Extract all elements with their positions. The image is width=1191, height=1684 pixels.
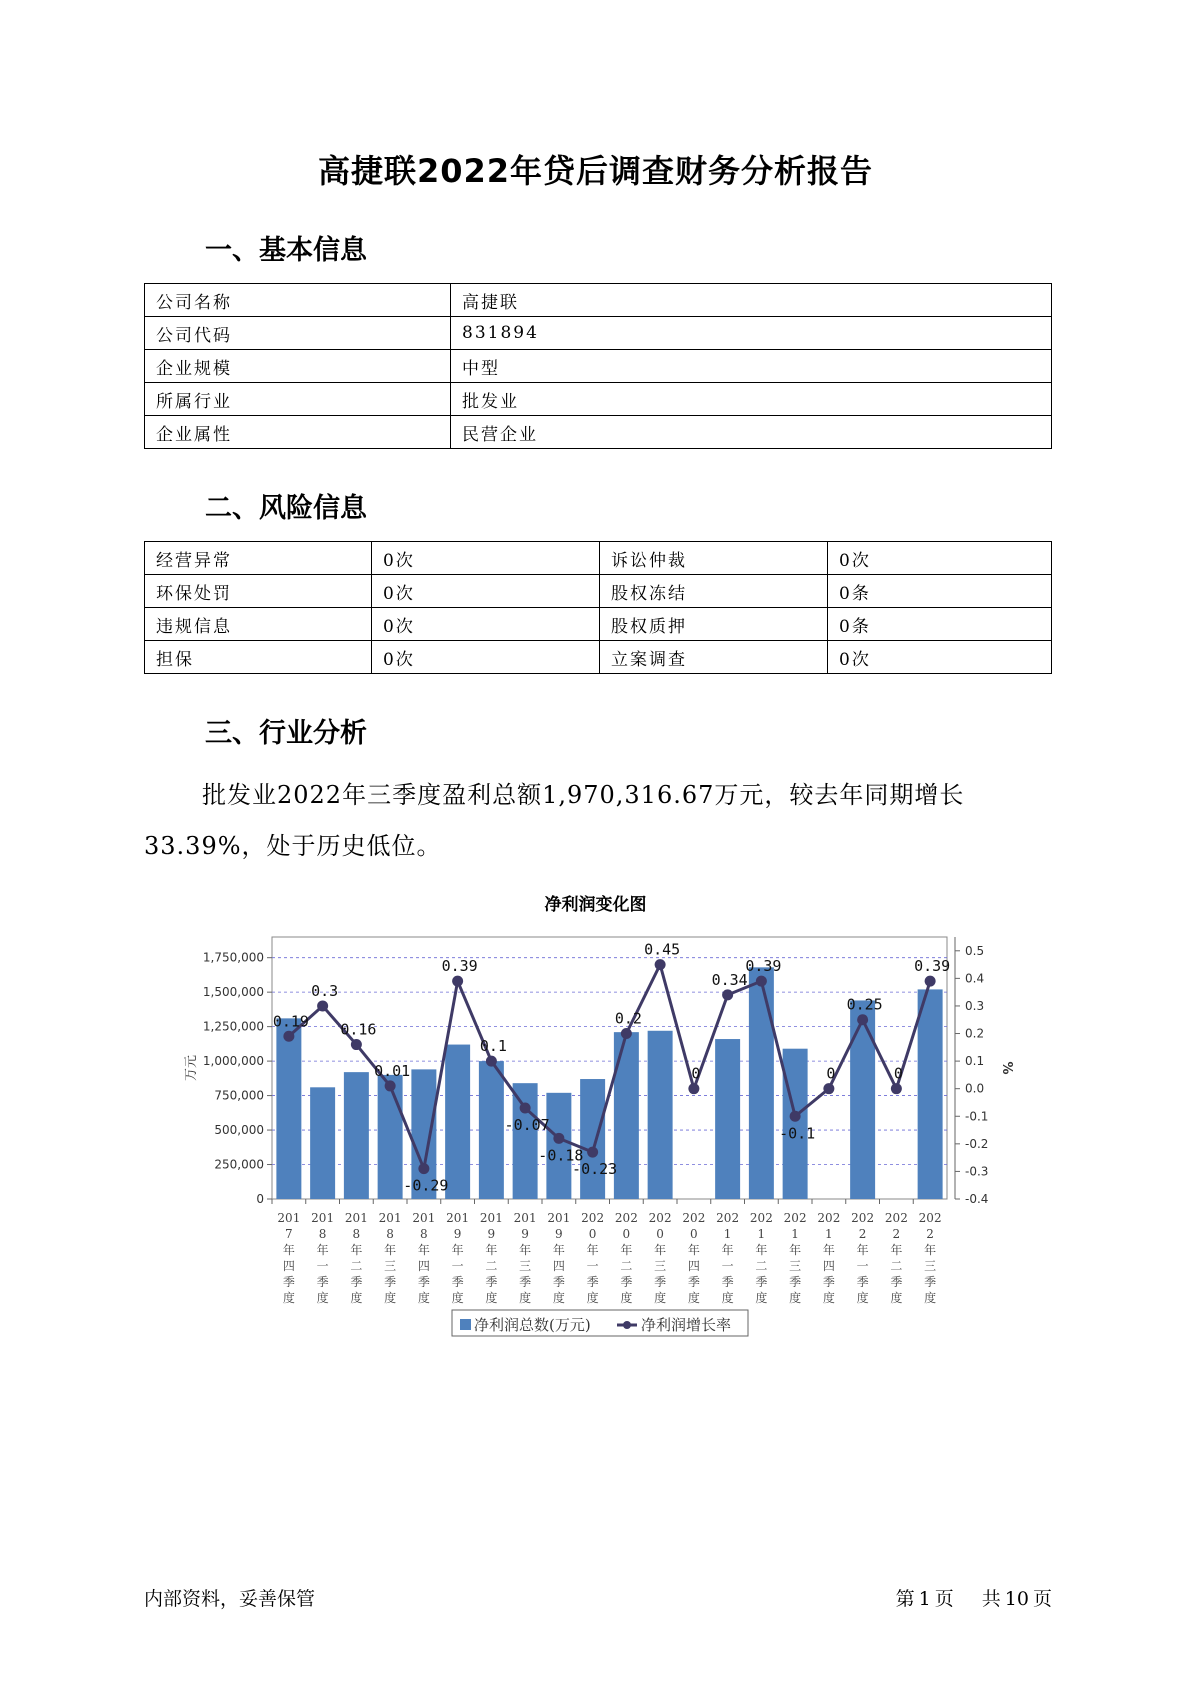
data-label: 0.16 [340, 1020, 377, 1039]
y2-tick-label: 0.4 [965, 971, 985, 986]
legend-bar-label: 净利润总数(万元) [474, 1316, 591, 1334]
bar [479, 1061, 504, 1199]
x-tick-label: 201 9 年三季度 [513, 1211, 537, 1305]
data-label: -0.07 [504, 1115, 550, 1134]
risk-info-label: 经营异常 [145, 542, 372, 575]
footer-page-number: 第 1 页 共 10 页 [895, 1588, 1052, 1610]
data-label: 0 [691, 1064, 701, 1083]
bar [715, 1039, 740, 1199]
basic-info-value: 批发业 [451, 383, 1052, 416]
x-tick-label: 202 0 年一季度 [581, 1211, 605, 1305]
growth-rate-point [385, 1080, 396, 1091]
basic-info-label: 所属行业 [145, 383, 451, 416]
growth-rate-point [925, 976, 936, 987]
y2-tick-label: 0.1 [965, 1054, 985, 1069]
data-label: 0.2 [614, 1009, 642, 1028]
risk-info-value: 0次 [828, 641, 1052, 674]
y-tick-label: 1,000,000 [202, 1054, 264, 1069]
growth-rate-point [553, 1133, 564, 1144]
bar [749, 967, 774, 1199]
basic-info-label: 公司代码 [145, 317, 451, 350]
x-tick-label: 202 2 年一季度 [851, 1211, 875, 1305]
risk-info-label: 股权质押 [600, 608, 828, 641]
growth-rate-point [351, 1039, 362, 1050]
data-label: 0 [893, 1064, 903, 1083]
data-label: -0.29 [403, 1176, 449, 1195]
bar [310, 1087, 335, 1199]
bar [513, 1083, 538, 1199]
x-tick-label: 202 1 年二季度 [749, 1211, 773, 1305]
growth-rate-point [418, 1163, 429, 1174]
legend-line-label: 净利润增长率 [641, 1316, 732, 1334]
risk-info-value: 0次 [372, 542, 600, 575]
data-label: -0.23 [572, 1160, 618, 1179]
y2-tick-label: 0.0 [965, 1081, 985, 1096]
data-label: 0.01 [374, 1061, 411, 1080]
basic-info-label: 公司名称 [145, 284, 451, 317]
data-label: -0.18 [538, 1146, 584, 1165]
data-label: 0.39 [914, 957, 951, 976]
bar [344, 1072, 369, 1199]
data-label: 0.19 [272, 1012, 309, 1031]
x-tick-label: 201 8 年二季度 [344, 1211, 368, 1305]
industry-text-line1: 批发业2022年三季度盈利总额1,970,316.67万元，较去年同期增长 [202, 781, 965, 809]
growth-rate-point [722, 989, 733, 1000]
risk-info-value: 0次 [372, 608, 600, 641]
risk-info-value: 0次 [372, 575, 600, 608]
data-label: 0.3 [311, 981, 339, 1000]
x-tick-label: 201 8 年三季度 [378, 1211, 402, 1305]
growth-rate-point [655, 959, 666, 970]
growth-rate-point [756, 976, 767, 987]
basic-info-label: 企业属性 [145, 416, 451, 449]
basic-info-value: 中型 [451, 350, 1052, 383]
growth-rate-point [486, 1056, 497, 1067]
section-industry-heading: 三、行业分析 [205, 718, 367, 749]
risk-info-label: 股权冻结 [600, 575, 828, 608]
x-tick-label: 202 0 年二季度 [614, 1211, 638, 1305]
bar [918, 989, 943, 1199]
section-basic-info-heading: 一、基本信息 [205, 235, 367, 266]
y2-tick-label: 0.5 [965, 943, 985, 958]
risk-info-label: 违规信息 [145, 608, 372, 641]
legend-line-marker [623, 1321, 631, 1329]
report-title: 高捷联2022年贷后调查财务分析报告 [317, 152, 874, 190]
y2-tick-label: 0.3 [965, 998, 985, 1013]
basic-info-value: 民营企业 [451, 416, 1052, 449]
x-tick-label: 202 1 年三季度 [783, 1211, 807, 1305]
data-label: 0.45 [644, 940, 681, 959]
bar [850, 1000, 875, 1199]
industry-text-line2: 33.39%，处于历史低位。 [144, 832, 442, 860]
y2-tick-label: -0.4 [965, 1192, 989, 1206]
risk-info-value: 0条 [828, 575, 1052, 608]
bar [276, 1018, 301, 1199]
bar [445, 1045, 470, 1199]
chart-title: 净利润变化图 [544, 895, 647, 915]
legend-bar-swatch [460, 1319, 471, 1330]
footer-confidential-note: 内部资料，妥善保管 [144, 1588, 316, 1610]
y-tick-label: 1,750,000 [202, 950, 264, 965]
y2-axis-title: % [999, 1061, 1014, 1075]
growth-rate-point [587, 1147, 598, 1158]
x-tick-label: 201 9 年二季度 [479, 1211, 503, 1305]
y-axis-title: 万元 [184, 1054, 199, 1082]
growth-rate-point [452, 976, 463, 987]
x-tick-label: 202 1 年四季度 [817, 1211, 841, 1305]
bar [614, 1032, 639, 1199]
x-tick-label: 202 0 年四季度 [682, 1211, 706, 1305]
growth-rate-point [823, 1083, 834, 1094]
y-tick-label: 1,500,000 [202, 985, 264, 1000]
current-page: 1 [918, 1588, 931, 1610]
risk-info-value: 0次 [828, 542, 1052, 575]
growth-rate-point [317, 1000, 328, 1011]
y2-tick-label: -0.3 [965, 1164, 989, 1179]
growth-rate-point [621, 1028, 632, 1039]
basic-info-value: 831894 [451, 317, 1052, 350]
bar [580, 1079, 605, 1199]
risk-info-label: 立案调查 [600, 641, 828, 674]
x-tick-label: 202 1 年一季度 [716, 1211, 740, 1305]
section-risk-info-heading: 二、风险信息 [205, 493, 367, 524]
y-tick-label: 750,000 [214, 1088, 264, 1103]
risk-info-value: 0次 [372, 641, 600, 674]
growth-rate-point [857, 1014, 868, 1025]
x-tick-label: 202 2 年二季度 [884, 1211, 908, 1305]
risk-info-value: 0条 [828, 608, 1052, 641]
y2-tick-label: 0.2 [965, 1026, 985, 1041]
basic-info-value: 高捷联 [451, 284, 1052, 317]
growth-rate-point [283, 1031, 294, 1042]
data-label: 0.1 [479, 1037, 507, 1056]
x-tick-label: 201 8 年一季度 [311, 1211, 335, 1305]
growth-rate-point [891, 1083, 902, 1094]
data-label: 0.34 [711, 970, 748, 989]
y-tick-label: 500,000 [214, 1123, 264, 1138]
y-tick-label: 250,000 [214, 1157, 264, 1172]
data-label: 0.39 [441, 957, 478, 976]
total-pages: 10 [1004, 1588, 1029, 1610]
x-tick-label: 201 7 年四季度 [277, 1211, 301, 1305]
bar [648, 1031, 673, 1199]
x-tick-label: 201 9 年一季度 [446, 1211, 470, 1305]
data-label: 0.39 [745, 957, 782, 976]
risk-info-label: 环保处罚 [145, 575, 372, 608]
y-tick-label: 0 [256, 1192, 264, 1206]
growth-rate-point [520, 1102, 531, 1113]
x-tick-label: 201 9 年四季度 [547, 1211, 571, 1305]
x-tick-label: 202 0 年三季度 [648, 1211, 672, 1305]
growth-rate-point [790, 1111, 801, 1122]
data-label: -0.1 [779, 1124, 816, 1143]
y-tick-label: 1,250,000 [202, 1019, 264, 1034]
growth-rate-point [688, 1083, 699, 1094]
y2-tick-label: -0.2 [965, 1136, 989, 1151]
bar [378, 1075, 403, 1199]
risk-info-label: 诉讼仲裁 [600, 542, 828, 575]
data-label: 0.25 [846, 995, 883, 1014]
x-tick-label: 202 2 年三季度 [918, 1211, 942, 1305]
y2-tick-label: -0.1 [965, 1109, 989, 1124]
risk-info-label: 担保 [145, 641, 372, 674]
data-label: 0 [826, 1064, 836, 1083]
basic-info-label: 企业规模 [145, 350, 451, 383]
x-tick-label: 201 8 年四季度 [412, 1211, 436, 1305]
